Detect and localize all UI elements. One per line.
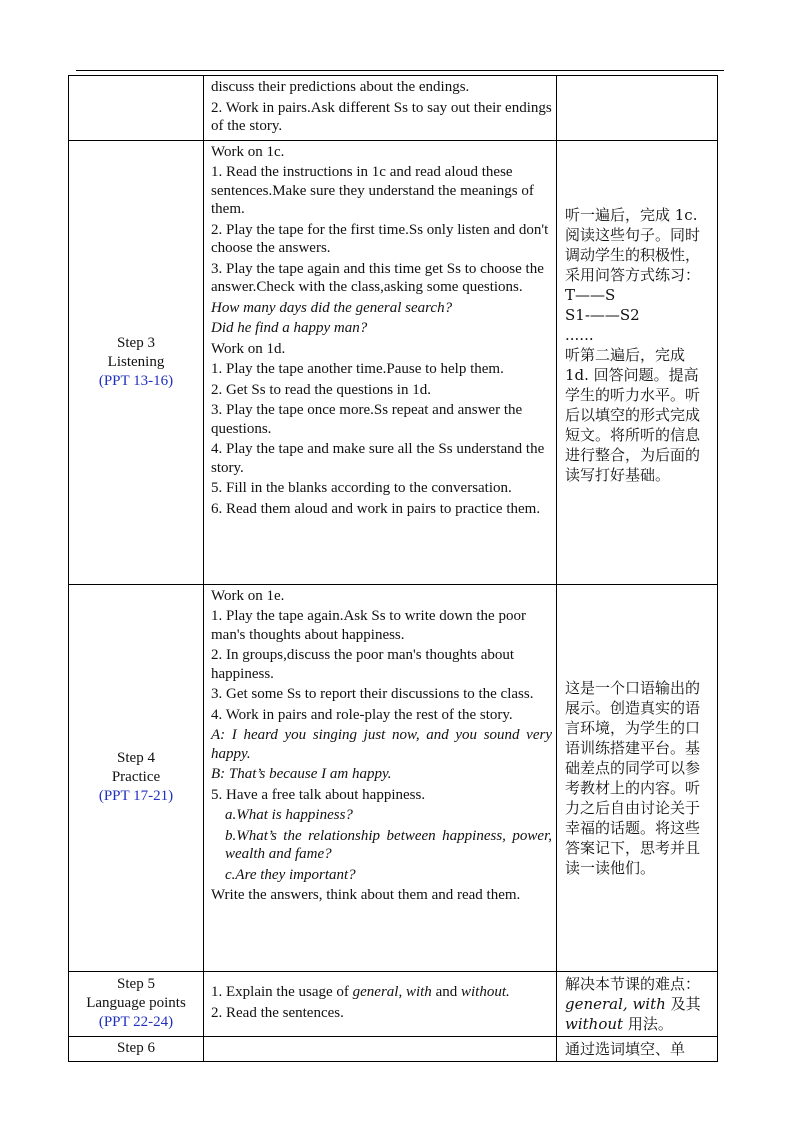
- table-row-step3: [69, 140, 718, 584]
- activity-cell: [204, 76, 557, 141]
- activity-line: Work on 1d.: [211, 340, 286, 357]
- note-cell: [557, 971, 718, 1036]
- lesson-plan-table: [68, 75, 718, 1062]
- table-row-step6: [69, 1036, 718, 1061]
- activity-cell: [204, 971, 557, 1036]
- text-run: 1. Explain the usage of: [211, 984, 353, 1000]
- activity-line: 1. Read the instructions in 1c and read aloud these sentences.Make sure they understand the meanings of them.: [211, 164, 534, 217]
- note-text: T——S: [565, 285, 616, 304]
- text-run: 用法。: [623, 1014, 673, 1033]
- dialogue-line: A: I heard you singing just now, and you sound very happy.: [211, 727, 552, 762]
- activity-line: 6. Read them aloud and work in pairs to practice them.: [211, 500, 541, 517]
- activity-line: [211, 983, 552, 1002]
- text-run: 及其: [665, 994, 701, 1013]
- step-label-cell: [69, 584, 204, 971]
- dialogue-line: B: That’s because I am happy.: [211, 766, 392, 782]
- step-label-cell: [69, 140, 204, 584]
- note-cell-empty: [557, 76, 718, 141]
- step-name: Listening: [107, 353, 165, 370]
- activity-line: discuss their predictions about the endings.: [211, 79, 470, 95]
- activity-line: 2. In groups,discuss the poor man's thoughts about happiness.: [211, 647, 515, 682]
- discussion-question: a.What is happiness?: [225, 807, 353, 823]
- activity-line: 1. Play the tape another time.Pause to help them.: [211, 361, 504, 377]
- step-title: Step 5: [117, 976, 155, 992]
- activity-line: 1. Play the tape again.Ask Ss to write down the poor man's thoughts about happiness.: [211, 608, 526, 643]
- text-run: and: [431, 984, 461, 1000]
- discussion-question: c.Are they important?: [225, 866, 356, 883]
- step-title: Step 4: [117, 750, 155, 766]
- activity-line: 2. Work in pairs.Ask different Ss to say out their endings of the story.: [211, 99, 552, 134]
- keyword: general, with: [352, 984, 432, 1000]
- keyword: without.: [460, 984, 510, 1000]
- keyword: general, with: [565, 994, 666, 1013]
- note-cell: [557, 1036, 718, 1061]
- note-text: 这是一个口语输出的展示。创造真实的语言环境，为学生的口语训练搭建平台。基础差点的同学可以参考教材上的内容。听力之后自由讨论关于幸福的话题。将这些答案记下，思考并且读一读他们。: [565, 678, 701, 877]
- step-cell-empty: [69, 76, 204, 141]
- note-text: S1-——S2: [565, 305, 640, 324]
- question-line: How many days did the general search?: [211, 299, 453, 316]
- activity-cell: [204, 1036, 557, 1061]
- note-cell: [557, 140, 718, 584]
- activity-line: 2. Play the tape for the first time.Ss only listen and don't choose the answers.: [211, 221, 549, 256]
- note-text: 听一遍后，完成 1c.阅读这些句子。同时调动学生的积极性，采用问答方式练习：: [565, 205, 701, 284]
- ppt-ref: (PPT 22-24): [98, 1014, 174, 1030]
- header-rule: [76, 70, 724, 71]
- activity-line: 2. Read the sentences.: [211, 1004, 344, 1021]
- activity-line: 3. Play the tape again and this time get Ss to choose the answer.Check with the class,asking some questions.: [211, 260, 544, 295]
- activity-line: Work on 1e.: [211, 587, 285, 604]
- note-text: [565, 974, 711, 1034]
- text-run: 解决本节课的难点：: [565, 974, 701, 993]
- note-text: 通过选词填空、单: [565, 1039, 686, 1058]
- table-row-step4: [69, 584, 718, 971]
- step-title: Step 3: [117, 334, 155, 351]
- activity-cell: [204, 584, 557, 971]
- step-name: Practice: [111, 769, 161, 785]
- ppt-ref: (PPT 13-16): [98, 372, 174, 389]
- note-text: ......: [565, 325, 594, 344]
- note-cell: [557, 584, 718, 971]
- activity-line: Work on 1c.: [211, 143, 285, 160]
- keyword: without: [565, 1014, 624, 1033]
- activity-line: 3. Play the tape once more.Ss repeat and answer the questions.: [211, 402, 523, 437]
- activity-line: 5. Fill in the blanks according to the conversation.: [211, 480, 512, 496]
- activity-line: 3. Get some Ss to report their discussions to the class.: [211, 686, 534, 702]
- step-title: Step 6: [117, 1040, 155, 1056]
- ppt-ref: (PPT 17-21): [98, 788, 174, 804]
- activity-line: 4. Play the tape and make sure all the Ss understand the story.: [211, 441, 545, 476]
- activity-line: Write the answers, think about them and read them.: [211, 887, 521, 903]
- discussion-question: b.What’s the relationship between happiness, power, wealth and fame?: [225, 827, 552, 862]
- activity-line: 2. Get Ss to read the questions in 1d.: [211, 381, 431, 398]
- table-row-step5: [69, 971, 718, 1036]
- step-name: Language points: [86, 995, 186, 1011]
- step-label-cell: [69, 1036, 204, 1061]
- activity-line: 5. Have a free talk about happiness.: [211, 786, 426, 803]
- question-line: Did he find a happy man?: [211, 320, 368, 336]
- table-row-continuation: [69, 76, 718, 141]
- activity-line: 4. Work in pairs and role-play the rest of the story.: [211, 706, 513, 723]
- note-text: 听第二遍后，完成 1d. 回答问题。提高学生的听力水平。听后以填空的形式完成短文。将所听的信息进行整合，为后面的读写打好基础。: [565, 345, 701, 484]
- activity-cell: [204, 140, 557, 584]
- step-label-cell: [69, 971, 204, 1036]
